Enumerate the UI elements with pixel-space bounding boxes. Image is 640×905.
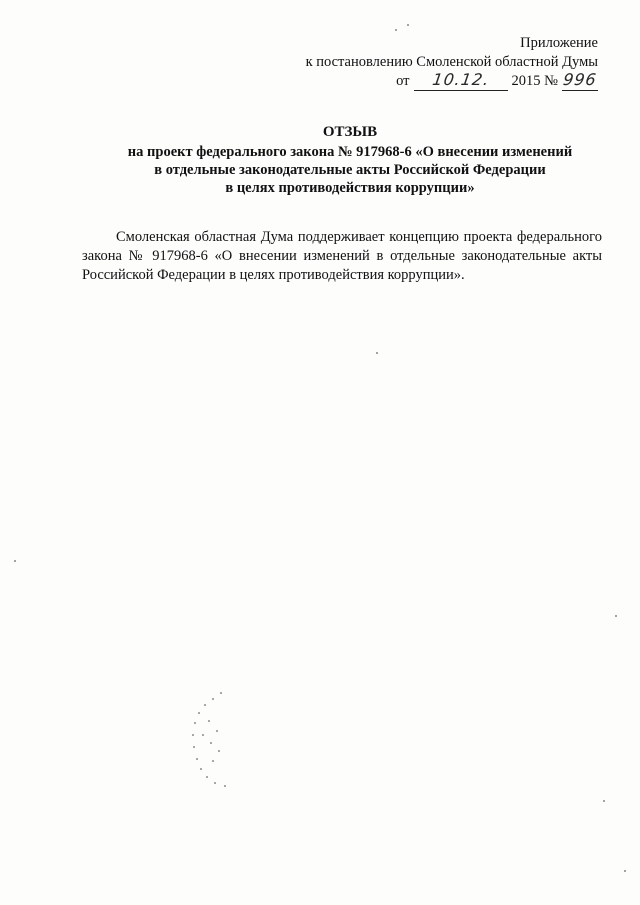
date-blank: [414, 72, 508, 91]
document-title: [60, 123, 640, 197]
scan-speck: [624, 870, 626, 872]
appendix-label: Приложение: [520, 35, 598, 51]
resolution-line: к постановлению Смоленской областной Думы: [305, 54, 598, 70]
scan-speck: [603, 800, 605, 802]
date-prefix: от: [396, 73, 410, 89]
scan-speck: [407, 24, 409, 26]
scan-speck: [376, 352, 378, 354]
scan-speck: [615, 615, 617, 617]
scan-speck: [395, 29, 397, 31]
appendix-header: [238, 34, 598, 91]
date-number-line: [238, 72, 598, 91]
handwritten-date: 10.12.: [430, 70, 491, 89]
title-line-2: в отдельные законодательные акты Российской Федерации: [154, 162, 546, 178]
number-blank: [562, 72, 598, 91]
title-line-3: в целях противодействия коррупции»: [225, 180, 475, 196]
year-text: 2015 №: [511, 73, 558, 89]
title-line-1: на проект федерального закона № 917968-6 «О внесении изменений: [127, 144, 573, 160]
scan-speck: [14, 560, 16, 562]
handwritten-number: 996: [561, 70, 599, 89]
faint-stamp-residue: [190, 690, 250, 790]
title-main: ОТЗЫВ: [322, 124, 378, 140]
body-paragraph: Смоленская областная Дума поддерживает концепцию проекта федерального закона № 917968-6 «О внесении изменений в отдельные законодательные акты Российской Федерации в целях противодействия коррупции».: [82, 228, 602, 283]
